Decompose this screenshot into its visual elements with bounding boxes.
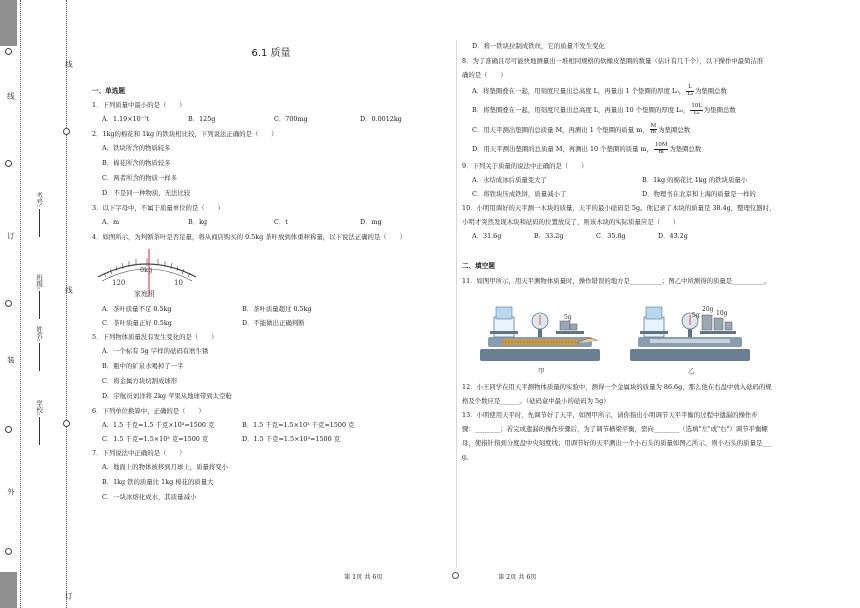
fraction-numerator: M [650, 122, 657, 129]
option[interactable]: A．m [102, 217, 120, 226]
option-text: B．将垫圈叠在一起，用刻度尺量出总高度 L，再量出 10 个垫圈的厚度 L₀， [472, 106, 690, 115]
option-text: 为垫圈总数 [703, 106, 736, 115]
fraction-numerator: 10M [654, 142, 668, 149]
fraction-numerator: L [686, 85, 694, 92]
name-underline [39, 343, 40, 371]
binding-char: 线 [64, 60, 74, 68]
option-text: 为垫圈总数 [658, 125, 691, 134]
weight-label: 5g [692, 311, 700, 319]
option-text: A．将垫圈叠在一起，用刻度尺量出总高度 L，再量出 1 个垫圈的厚度 L₀， [472, 87, 686, 96]
question-4-options-row2 [102, 319, 450, 327]
option-text: 为垫圈总数 [669, 145, 702, 154]
option[interactable]: B．茶叶质量超过 0.5kg [242, 304, 312, 313]
binding-char: 装 [6, 356, 16, 364]
option[interactable] [472, 143, 832, 155]
binding-char: 线 [6, 92, 16, 100]
option[interactable]: D．将一铁块拉制成铁丝，它的质量不发生变化 [472, 42, 605, 50]
scale-number-right: 10 [174, 278, 183, 287]
option[interactable]: B．棉花所含的物质较多 [102, 158, 171, 167]
binding-char: 线 [64, 286, 74, 294]
figure-caption-jia: 甲 [538, 366, 545, 375]
question-3-options [102, 218, 450, 226]
balance-right [630, 306, 750, 375]
question-11: 11．如图甲所示，用天平测物体质量时，操作错误的地方是__________；图乙中所测得的质量是__________。 [462, 276, 771, 285]
fraction [686, 85, 694, 97]
school-label: 学校: [35, 400, 44, 416]
option[interactable] [472, 124, 832, 136]
option[interactable]: C．一块冰熔化成水，其质量减小 [102, 492, 197, 501]
question-13: 13．小明使用天平时，先调节好了天平，如图甲所示，请你指出小明调节天平平衡的过程中遗漏的操作步 [462, 410, 758, 419]
fraction-denominator: m [650, 129, 656, 136]
option[interactable]: A．31.6g [472, 232, 502, 241]
option[interactable]: C．1.5 千克=1.5×10³ 克=1500 克 [102, 434, 209, 443]
option-text: D．用天平测出垫圈的总质量 M，再测出 10 个垫圈的质量 m， [472, 145, 653, 154]
question-9: 9．下列关于质量的说法中正确的是（ ） [462, 162, 588, 171]
option[interactable]: A．1.5 千克=1.5 千克×10³=1500 克 [102, 420, 215, 429]
question-9-options-row2 [472, 190, 832, 198]
option[interactable] [472, 85, 832, 97]
option[interactable]: B．瓶中的矿泉水喝掉了一半 [102, 361, 184, 370]
class-underline [39, 291, 40, 319]
question-13-end: g。 [462, 452, 473, 461]
binding-char: 订 [64, 592, 74, 600]
option[interactable]: C．将金属方块切割成球形 [102, 376, 178, 385]
question-10-options [472, 232, 832, 240]
option[interactable]: D．宇航员刘洋将 2kg 苹果从地球带到太空舱 [102, 391, 232, 400]
question-2: 2．1kg的棉花和 1kg 的铁块相比较，下列说法正确的是（ ） [92, 129, 278, 138]
fraction-denominator: m [658, 148, 664, 155]
section-heading: 二、填空题 [462, 262, 495, 271]
option-text: C．用天平测出垫圈的总质量 M，再测出 1 个垫圈的质量 m， [472, 125, 649, 134]
binding-ring [5, 48, 12, 55]
question-12-continued: 格及个数应是______。（砝码盒中最小的砝码为 5g） [462, 396, 610, 405]
left-column [92, 42, 450, 508]
option[interactable]: B．1kg 的棉花比 1kg 的铁块质量小 [642, 176, 748, 185]
page-number-right: 第 2页 共 6页 [498, 574, 537, 581]
weight-label: 5g [564, 313, 572, 321]
weight-label: 20g [702, 305, 714, 313]
question-13-continued: 骤：________；若完成遗漏的操作步骤后，为了调节横梁平衡，需向________（选填"左"或"右"）调节平衡螺 [462, 424, 768, 433]
footer-ring-icon [452, 572, 459, 582]
scale-dial-svg [92, 247, 202, 299]
balance-left [480, 307, 600, 375]
binding-dotted-line-outer [20, 0, 21, 608]
fraction-numerator: 10L [691, 103, 702, 110]
binding-dotted-line-inner [66, 0, 67, 608]
option[interactable]: A．地面上的物体被移到月球上，质量将变小 [102, 462, 229, 471]
fraction-denominator: L₀ [693, 110, 700, 117]
option[interactable]: A．1.19×10⁻⁷t [102, 114, 150, 123]
option[interactable]: B．125g [188, 114, 216, 123]
question-10-continued: 小明才突然发现木块和砝码的位置放反了，则该木块的实际质量应是（ ） [462, 218, 680, 227]
option[interactable]: A．水结成冰后质量变大了 [472, 176, 547, 185]
option-text: 为垫圈总数 [694, 87, 727, 96]
question-7: 7．下列说法中正确的是（ ） [92, 448, 186, 457]
scale-center-label: 0kg [140, 265, 153, 274]
binding-char: 外 [6, 488, 16, 496]
class-label: 班级: [35, 274, 44, 290]
right-column [462, 42, 832, 467]
binding-ring [5, 160, 12, 167]
binding-ring [63, 420, 70, 427]
question-13-continued-2: 母，使指针指到分度盘中央刻度线；用调节好的天平测出一个小石头的质量如图乙所示，则小石头的质量是___ [462, 438, 772, 447]
option[interactable]: B．33.2g [534, 232, 564, 241]
option[interactable]: D．43.2g [658, 232, 688, 241]
question-6-options-row1 [102, 421, 450, 429]
balance-diagram-svg [480, 291, 760, 377]
question-8: 8．为了准确且尽可能快地测量出一堆相同规格的软橡皮垫圈的数量（估计有几千个），以下操作中最简洁准 [462, 57, 764, 65]
option[interactable]: B．1kg 铁的质量比 1kg 棉花的质量大 [102, 477, 214, 486]
question-5: 5．下列物体质量没有发生变化的是（ ） [92, 332, 218, 341]
name-field[interactable] [35, 326, 43, 373]
option[interactable]: D．不能做出正确判断 [242, 318, 305, 327]
binding-gray-top [0, 0, 17, 46]
question-6-options-row2 [102, 435, 450, 443]
scale-caption: 家庭用 [134, 289, 155, 298]
question-4: 4．如图所示，为判断茶叶是否足量，将从商店购买的 0.5kg 茶叶放到体重秤称量，以下说法正确的是（ ） [92, 232, 406, 241]
scale-number-left: 120 [112, 278, 126, 287]
question-1-options [102, 115, 450, 123]
option[interactable]: D．0.0012kg [360, 114, 402, 123]
question-10: 10．小明用调好的天平测一木块的质量，天平的最小砝码是 5g。他记录了木块的质量是 38.4g，整理仪器时， [462, 204, 776, 213]
exam-number-label: 考号: [35, 192, 44, 208]
option[interactable]: C．35.8g [596, 232, 626, 241]
binding-strip [0, 0, 82, 608]
option[interactable]: C．将铁块压成铁饼，质量减小了 [472, 190, 567, 199]
figure-caption-yi: 乙 [688, 366, 695, 375]
page-number-left: 第 1页 共 6页 [344, 574, 383, 581]
bathroom-scale-figure [92, 247, 450, 301]
option[interactable]: D．1.5 千克=1.5×10³=1500 克 [242, 434, 341, 443]
option[interactable]: A．一个标有 5g 字样的砝码有磨生锈 [102, 346, 209, 355]
option[interactable]: C．两者所含的物质一样多 [102, 173, 178, 182]
option[interactable]: D．不是同一种物质，无法比较 [102, 188, 191, 197]
binding-char: 订 [6, 232, 16, 240]
balance-figures [480, 291, 832, 379]
question-4-options-row1 [102, 305, 450, 313]
binding-ring [5, 548, 12, 555]
option[interactable] [472, 104, 832, 116]
question-8-continued: 确的是（ ） [462, 71, 507, 79]
question-12: 12．小王同学在用天平测物体质量的实验中，测得一个金属块的质量为 86.6g，那么他在右盘中放入砝码的规 [462, 382, 772, 391]
binding-ring [63, 128, 70, 135]
option[interactable]: B．kg [188, 217, 208, 226]
fraction [650, 124, 658, 136]
page-title: 6.1 质量 [251, 48, 291, 59]
fraction-denominator: L₀ [687, 90, 693, 97]
exam-number-underline [39, 209, 40, 237]
option[interactable]: B．1.5 千克=1.5×10³ 千克=1500 克 [242, 420, 355, 429]
school-field[interactable] [35, 400, 43, 447]
option[interactable]: A．铁块所含的物质较多 [102, 143, 171, 152]
option[interactable]: C．700mg [274, 114, 308, 123]
binding-ring [5, 426, 12, 433]
option[interactable]: D．物理书在北京和上海的质量是一样的 [642, 190, 756, 199]
option[interactable]: C．t [274, 217, 288, 226]
school-underline [39, 417, 40, 445]
weight-label: 10g [716, 309, 728, 317]
section-heading: 一、单选题 [92, 86, 125, 95]
question-9-options-row1 [472, 176, 832, 184]
binding-ring [5, 300, 12, 307]
question-3: 3．以下字母中，不属于质量单位的是（ ） [92, 203, 224, 212]
exam-number-field[interactable] [35, 192, 43, 239]
fraction [690, 104, 702, 116]
option[interactable]: C．茶叶质量正好 0.5kg [102, 318, 172, 327]
question-1: 1．下列质量中最小的是（ ） [92, 100, 186, 109]
fraction [654, 143, 668, 155]
class-field[interactable] [35, 274, 43, 321]
column-divider [456, 40, 457, 568]
binding-gray-bottom [0, 572, 17, 608]
question-6: 6．下列单位换算中，正确的是（ ） [92, 406, 205, 415]
option[interactable]: D．mg [360, 217, 382, 226]
option[interactable]: A．茶叶质量不足 0.5kg [102, 304, 172, 313]
name-label: 姓名: [35, 326, 44, 342]
